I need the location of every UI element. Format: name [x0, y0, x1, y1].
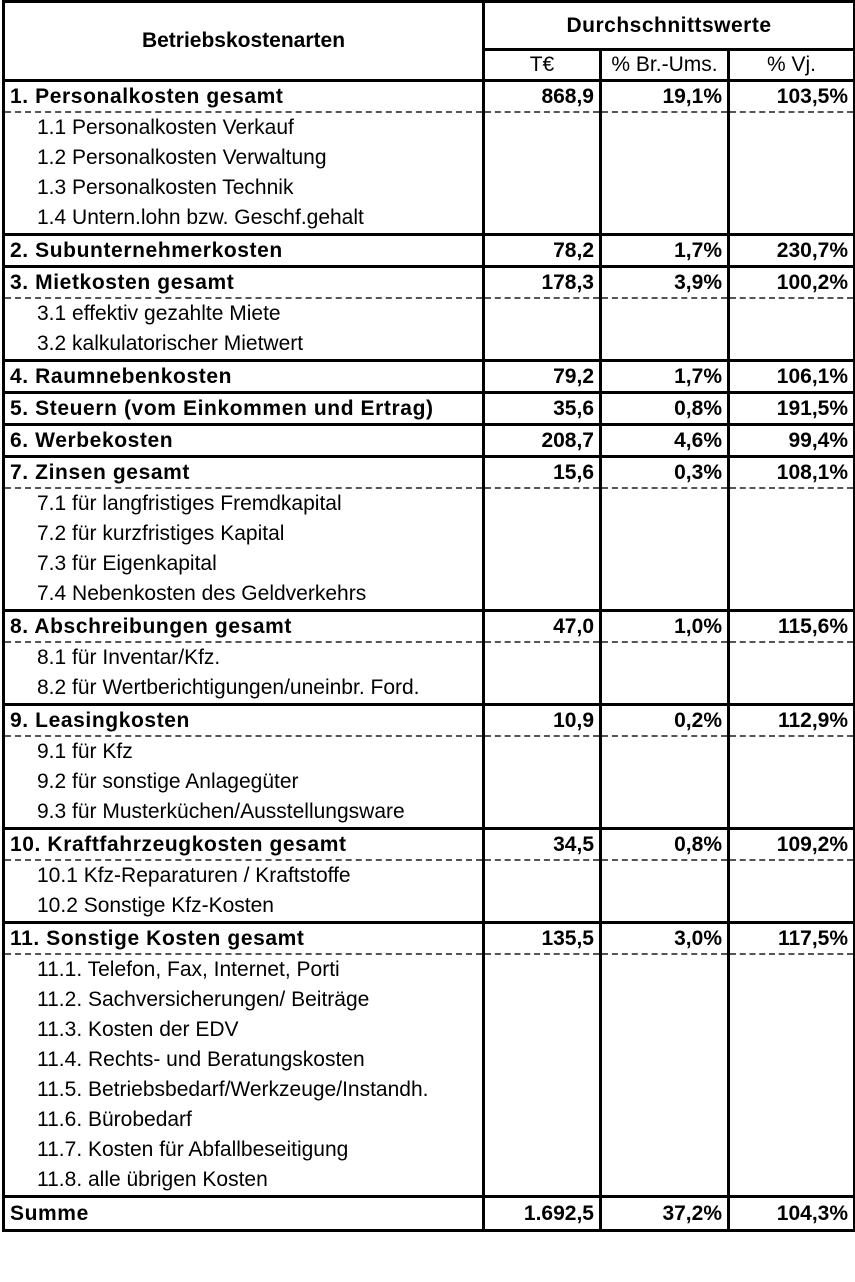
row-te — [484, 1165, 601, 1197]
row-vj: 230,7% — [729, 235, 855, 267]
row-label: 1. Personalkosten gesamt — [4, 81, 484, 113]
subcategory-row — [4, 579, 855, 611]
row-label: 11. Sonstige Kosten gesamt — [4, 923, 484, 955]
row-pct — [601, 203, 729, 235]
row-pct — [601, 797, 729, 829]
row-pct — [601, 736, 729, 767]
row-te — [484, 143, 601, 173]
header-cost-types: Betriebskostenarten — [4, 2, 484, 81]
subcategory-row — [4, 549, 855, 579]
total-te: 1.692,5 — [484, 1197, 601, 1231]
subcategory-row — [4, 1165, 855, 1197]
row-pct: 1,7% — [601, 361, 729, 393]
row-te — [484, 298, 601, 329]
header-row — [4, 2, 855, 50]
row-pct — [601, 1165, 729, 1197]
row-te — [484, 1045, 601, 1075]
cost-table — [2, 0, 855, 1232]
row-pct — [601, 112, 729, 143]
row-pct — [601, 1045, 729, 1075]
row-label: 11.4. Rechts- und Beratungskosten — [4, 1045, 484, 1075]
row-label: 3. Mietkosten gesamt — [4, 267, 484, 299]
row-label: 9.1 für Kfz — [4, 736, 484, 767]
row-te: 34,5 — [484, 829, 601, 861]
header-pct-revenue: % Br.-Ums. — [601, 50, 729, 81]
category-row — [4, 361, 855, 393]
header-te: T€ — [484, 50, 601, 81]
row-pct: 0,2% — [601, 705, 729, 737]
row-pct: 3,9% — [601, 267, 729, 299]
row-te — [484, 112, 601, 143]
row-label: 1.2 Personalkosten Verwaltung — [4, 143, 484, 173]
row-pct: 19,1% — [601, 81, 729, 113]
row-te — [484, 642, 601, 673]
row-te — [484, 1075, 601, 1105]
subcategory-row — [4, 797, 855, 829]
row-pct — [601, 579, 729, 611]
row-pct — [601, 1105, 729, 1135]
row-te — [484, 579, 601, 611]
row-vj — [729, 1045, 855, 1075]
row-label: 11.5. Betriebsbedarf/Werkzeuge/Instandh. — [4, 1075, 484, 1105]
category-row — [4, 829, 855, 861]
subcategory-row — [4, 1075, 855, 1105]
row-pct — [601, 1075, 729, 1105]
row-te — [484, 173, 601, 203]
row-label: 2. Subunternehmerkosten — [4, 235, 484, 267]
row-label: 11.2. Sachversicherungen/ Beiträge — [4, 985, 484, 1015]
subcategory-row — [4, 519, 855, 549]
row-vj: 191,5% — [729, 393, 855, 425]
row-vj — [729, 488, 855, 519]
row-label: 10.1 Kfz-Reparaturen / Kraftstoffe — [4, 860, 484, 891]
total-vj: 104,3% — [729, 1197, 855, 1231]
row-pct — [601, 488, 729, 519]
row-vj — [729, 985, 855, 1015]
category-row — [4, 267, 855, 299]
row-pct: 1,7% — [601, 235, 729, 267]
subcategory-row — [4, 642, 855, 673]
row-vj: 100,2% — [729, 267, 855, 299]
row-vj: 103,5% — [729, 81, 855, 113]
row-te — [484, 1135, 601, 1165]
category-row — [4, 81, 855, 113]
row-label: 11.6. Bürobedarf — [4, 1105, 484, 1135]
row-pct — [601, 767, 729, 797]
row-label: 8. Abschreibungen gesamt — [4, 611, 484, 643]
row-pct — [601, 891, 729, 923]
subcategory-row — [4, 1015, 855, 1045]
row-vj — [729, 143, 855, 173]
row-te — [484, 1015, 601, 1045]
row-te: 10,9 — [484, 705, 601, 737]
row-label: 9.2 für sonstige Anlagegüter — [4, 767, 484, 797]
row-label: 7.4 Nebenkosten des Geldverkehrs — [4, 579, 484, 611]
row-te — [484, 736, 601, 767]
subcategory-row — [4, 488, 855, 519]
row-pct: 0,3% — [601, 457, 729, 489]
row-te — [484, 767, 601, 797]
row-vj — [729, 1105, 855, 1135]
row-te: 208,7 — [484, 425, 601, 457]
subcategory-row — [4, 1105, 855, 1135]
subcategory-row — [4, 329, 855, 361]
row-label: 7. Zinsen gesamt — [4, 457, 484, 489]
total-row — [4, 1197, 855, 1231]
row-vj — [729, 519, 855, 549]
row-pct — [601, 642, 729, 673]
row-vj — [729, 549, 855, 579]
row-te: 47,0 — [484, 611, 601, 643]
row-label: 11.1. Telefon, Fax, Internet, Porti — [4, 954, 484, 985]
row-pct: 1,0% — [601, 611, 729, 643]
row-vj — [729, 673, 855, 705]
subcategory-row — [4, 954, 855, 985]
row-vj — [729, 1075, 855, 1105]
row-label: 8.1 für Inventar/Kfz. — [4, 642, 484, 673]
row-pct — [601, 143, 729, 173]
subcategory-row — [4, 891, 855, 923]
row-te: 868,9 — [484, 81, 601, 113]
row-vj — [729, 173, 855, 203]
row-pct: 3,0% — [601, 923, 729, 955]
row-te — [484, 1105, 601, 1135]
subcategory-row — [4, 112, 855, 143]
row-pct — [601, 1135, 729, 1165]
category-row — [4, 457, 855, 489]
row-te — [484, 985, 601, 1015]
row-label: 11.3. Kosten der EDV — [4, 1015, 484, 1045]
row-label: 1.3 Personalkosten Technik — [4, 173, 484, 203]
row-te — [484, 549, 601, 579]
row-pct — [601, 1015, 729, 1045]
row-vj: 117,5% — [729, 923, 855, 955]
row-te: 135,5 — [484, 923, 601, 955]
total-label: Summe — [4, 1197, 484, 1231]
row-te — [484, 797, 601, 829]
subcategory-row — [4, 143, 855, 173]
row-pct — [601, 954, 729, 985]
row-label: 7.1 für langfristiges Fremdkapital — [4, 488, 484, 519]
row-vj — [729, 1165, 855, 1197]
row-te — [484, 488, 601, 519]
row-pct — [601, 673, 729, 705]
row-label: 8.2 für Wertberichtigungen/uneinbr. Ford. — [4, 673, 484, 705]
category-row — [4, 923, 855, 955]
row-te — [484, 519, 601, 549]
row-te — [484, 891, 601, 923]
row-te: 78,2 — [484, 235, 601, 267]
row-te — [484, 860, 601, 891]
row-label: 1.1 Personalkosten Verkauf — [4, 112, 484, 143]
subcategory-row — [4, 673, 855, 705]
category-row — [4, 425, 855, 457]
row-label: 3.1 effektiv gezahlte Miete — [4, 298, 484, 329]
row-label: 5. Steuern (vom Einkommen und Ertrag) — [4, 393, 484, 425]
header-pct-prev-year: % Vj. — [729, 50, 855, 81]
row-pct — [601, 549, 729, 579]
row-vj — [729, 797, 855, 829]
row-te: 35,6 — [484, 393, 601, 425]
row-label: 1.4 Untern.lohn bzw. Geschf.gehalt — [4, 203, 484, 235]
row-label: 10.2 Sonstige Kfz-Kosten — [4, 891, 484, 923]
subcategory-row — [4, 1045, 855, 1075]
row-vj: 109,2% — [729, 829, 855, 861]
row-te — [484, 203, 601, 235]
row-pct: 4,6% — [601, 425, 729, 457]
row-pct — [601, 298, 729, 329]
table-body — [4, 81, 855, 1197]
row-vj — [729, 112, 855, 143]
row-vj: 99,4% — [729, 425, 855, 457]
row-vj: 115,6% — [729, 611, 855, 643]
row-te — [484, 954, 601, 985]
subcategory-row — [4, 860, 855, 891]
row-vj: 106,1% — [729, 361, 855, 393]
row-vj — [729, 1135, 855, 1165]
row-pct — [601, 173, 729, 203]
row-pct: 0,8% — [601, 829, 729, 861]
row-vj — [729, 736, 855, 767]
header-average-values: Durchschnittswerte — [484, 2, 855, 50]
subcategory-row — [4, 203, 855, 235]
row-te — [484, 329, 601, 361]
row-label: 10. Kraftfahrzeugkosten gesamt — [4, 829, 484, 861]
row-vj — [729, 579, 855, 611]
row-vj: 108,1% — [729, 457, 855, 489]
row-vj — [729, 767, 855, 797]
subcategory-row — [4, 173, 855, 203]
row-pct: 0,8% — [601, 393, 729, 425]
row-label: 11.7. Kosten für Abfallbeseitigung — [4, 1135, 484, 1165]
row-pct — [601, 985, 729, 1015]
category-row — [4, 705, 855, 737]
row-vj: 112,9% — [729, 705, 855, 737]
row-vj — [729, 860, 855, 891]
row-label: 4. Raumnebenkosten — [4, 361, 484, 393]
row-te: 79,2 — [484, 361, 601, 393]
row-te: 15,6 — [484, 457, 601, 489]
row-label: 11.8. alle übrigen Kosten — [4, 1165, 484, 1197]
row-vj — [729, 1015, 855, 1045]
category-row — [4, 611, 855, 643]
subcategory-row — [4, 1135, 855, 1165]
row-vj — [729, 329, 855, 361]
row-pct — [601, 329, 729, 361]
row-vj — [729, 203, 855, 235]
total-pct: 37,2% — [601, 1197, 729, 1231]
row-label: 7.3 für Eigenkapital — [4, 549, 484, 579]
row-pct — [601, 519, 729, 549]
row-label: 9. Leasingkosten — [4, 705, 484, 737]
row-vj — [729, 954, 855, 985]
row-pct — [601, 860, 729, 891]
row-label: 3.2 kalkulatorischer Mietwert — [4, 329, 484, 361]
row-vj — [729, 642, 855, 673]
subcategory-row — [4, 298, 855, 329]
category-row — [4, 393, 855, 425]
row-te: 178,3 — [484, 267, 601, 299]
row-vj — [729, 891, 855, 923]
row-label: 6. Werbekosten — [4, 425, 484, 457]
subcategory-row — [4, 736, 855, 767]
subcategory-row — [4, 767, 855, 797]
subcategory-row — [4, 985, 855, 1015]
row-label: 9.3 für Musterküchen/Ausstellungsware — [4, 797, 484, 829]
row-te — [484, 673, 601, 705]
category-row — [4, 235, 855, 267]
row-label: 7.2 für kurzfristiges Kapital — [4, 519, 484, 549]
row-vj — [729, 298, 855, 329]
